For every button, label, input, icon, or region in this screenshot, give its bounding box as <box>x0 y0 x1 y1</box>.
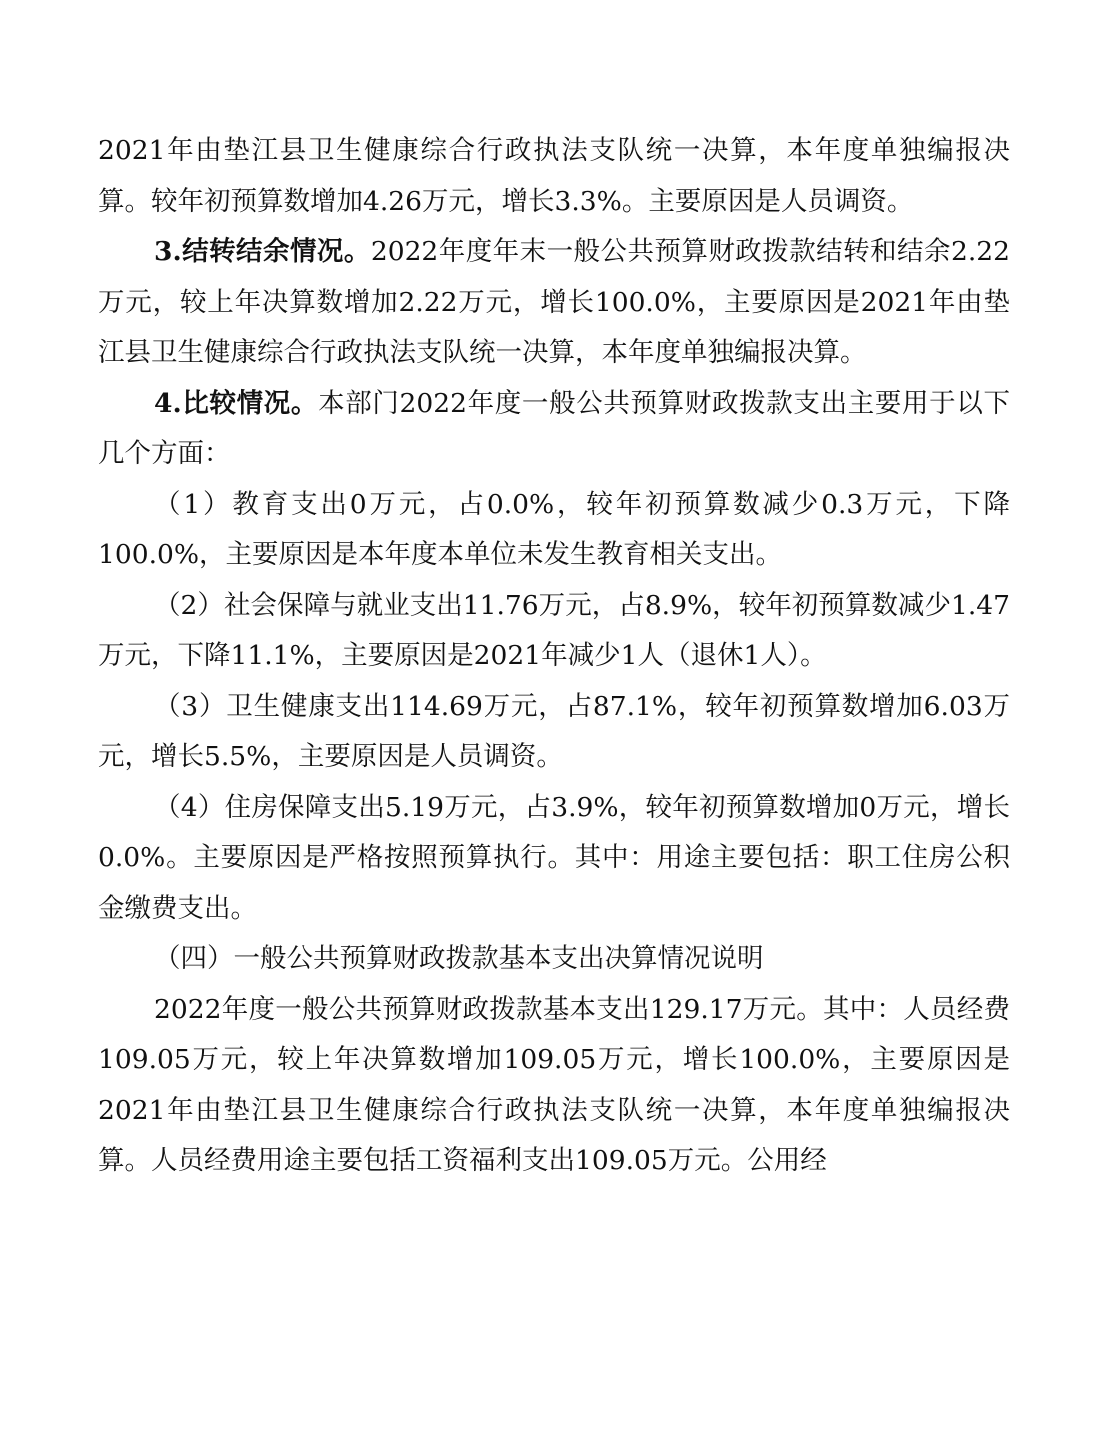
section-lead: 3.结转结余情况。 <box>154 236 371 267</box>
paragraph-comparison <box>98 379 1010 480</box>
paragraph-text: （1）教育支出0万元，占0.0%，较年初预算数减少0.3万元，下降100.0%，主要原因是本年度本单位未发生教育相关支出。 <box>98 488 1010 570</box>
list-item-education <box>98 480 1010 581</box>
paragraph-text: 2022年度一般公共预算财政拨款基本支出129.17万元。其中：人员经费109.05万元，较上年决算数增加109.05万元，增长100.0%，主要原因是2021年由垫江县卫生健康综合行政执法支队统一决算，本年度单独编报决算。人员经费用途主要包括工资福利支出109.05万元。公用经 <box>98 993 1010 1176</box>
paragraph-carryover-balance <box>98 227 1010 379</box>
list-item-health <box>98 682 1010 783</box>
section-lead: 4.比较情况。 <box>154 387 319 419</box>
section-heading <box>98 934 1010 985</box>
paragraph-text: （2）社会保障与就业支出11.76万元，占8.9%，较年初预算数减少1.47万元，下降11.1%，主要原因是2021年减少1人（退休1人）。 <box>98 589 1010 671</box>
list-item-social-security <box>98 581 1010 682</box>
paragraph-continuation <box>98 126 1010 227</box>
paragraph-text: （3）卫生健康支出114.69万元，占87.1%，较年初预算数增加6.03万元，增长5.5%，主要原因是人员调资。 <box>98 690 1010 772</box>
paragraph-text: 本部门2022年度一般公共预算财政拨款支出主要用于以下几个方面： <box>98 387 1010 469</box>
list-item-housing <box>98 783 1010 935</box>
heading-text: （四）一般公共预算财政拨款基本支出决算情况说明 <box>154 943 764 974</box>
paragraph-basic-expenditure <box>98 985 1010 1187</box>
paragraph-text: 2021年由垫江县卫生健康综合行政执法支队统一决算，本年度单独编报决算。较年初预算数增加4.26万元，增长3.3%。主要原因是人员调资。 <box>98 135 1010 217</box>
document-page <box>98 126 1010 1187</box>
paragraph-text: 2022年度年末一般公共预算财政拨款结转和结余2.22万元，较上年决算数增加2.22万元，增长100.0%，主要原因是2021年由垫江县卫生健康综合行政执法支队统一决算，本年度单独编报决算。 <box>98 236 1010 368</box>
paragraph-text: （4）住房保障支出5.19万元，占3.9%，较年初预算数增加0万元，增长0.0%。主要原因是严格按照预算执行。其中：用途主要包括：职工住房公积金缴费支出。 <box>98 791 1010 924</box>
